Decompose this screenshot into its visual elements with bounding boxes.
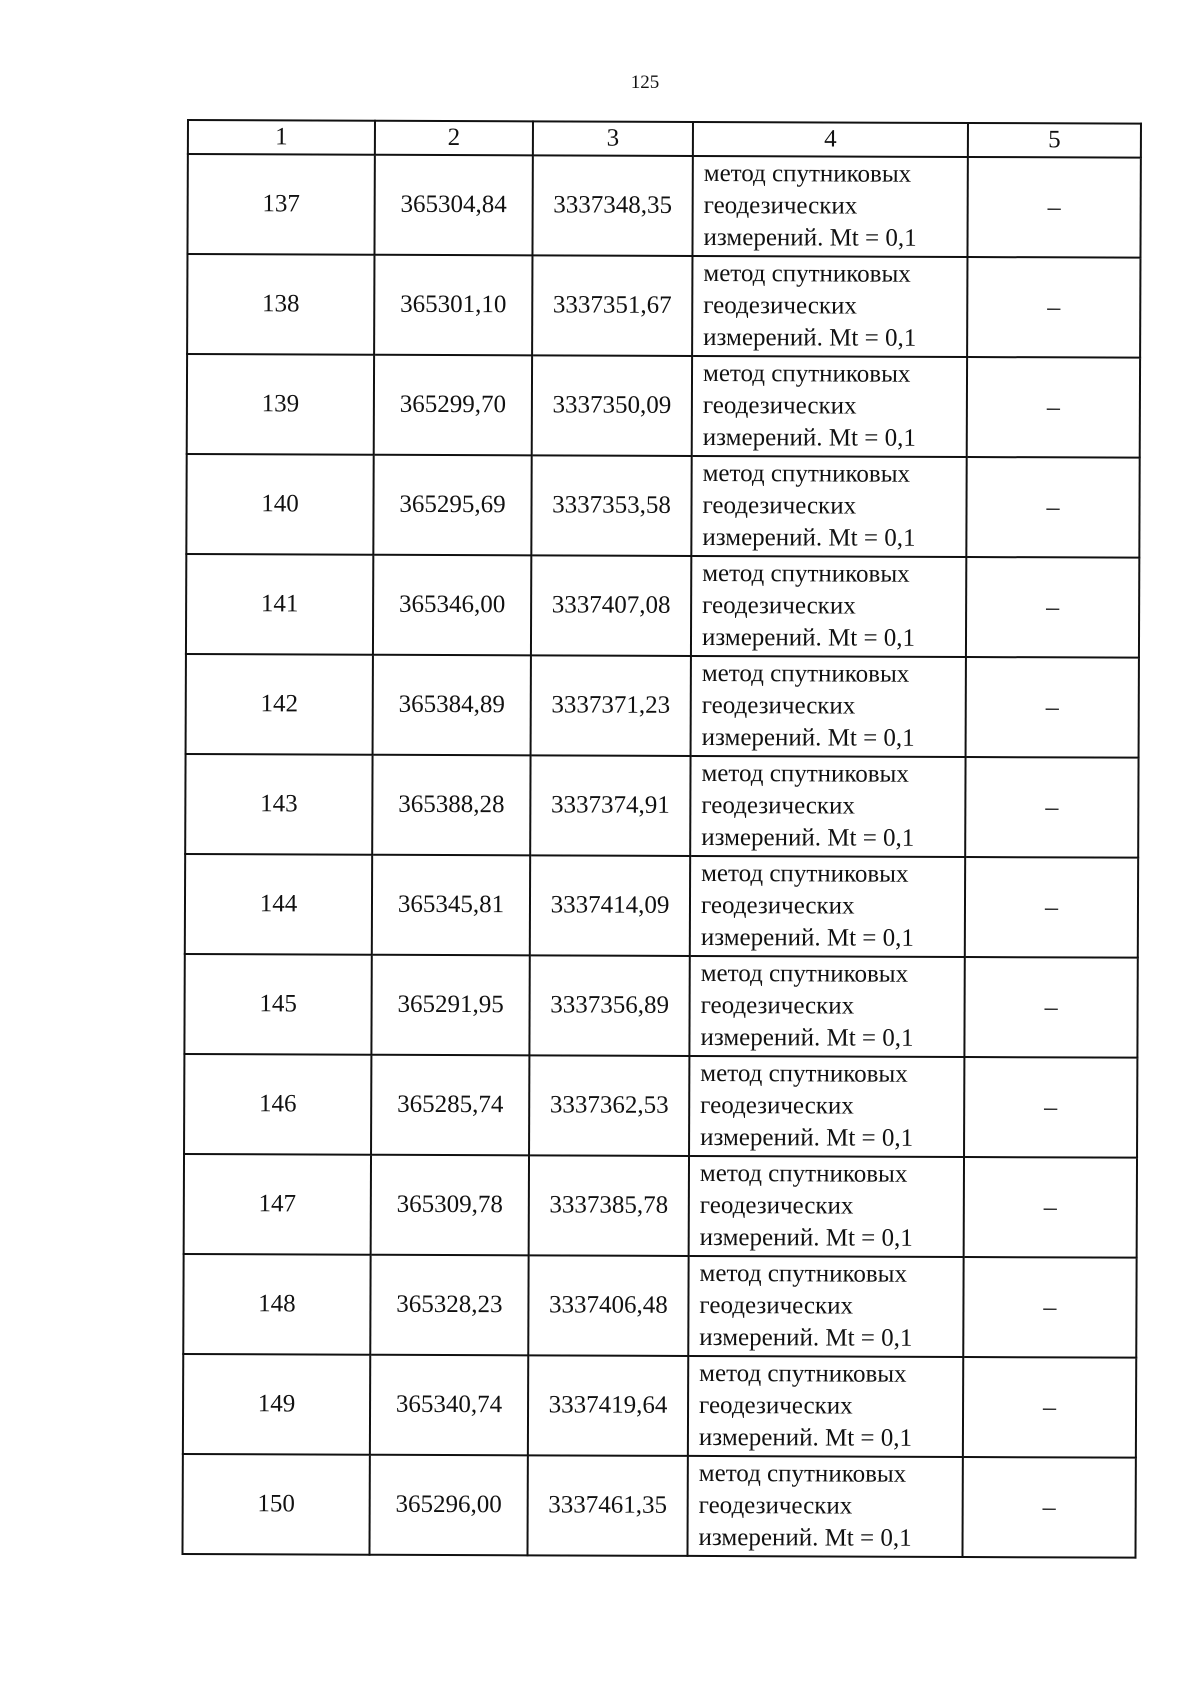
method-text-line: измерений. Mt = 0,1 xyxy=(700,1023,914,1052)
method-text-line: измерений. Mt = 0,1 xyxy=(702,523,916,552)
y-coordinate-cell: 3337350,09 xyxy=(532,355,692,456)
note-cell: – xyxy=(964,957,1137,1058)
y-coordinate-cell: 3337414,09 xyxy=(530,855,690,956)
method-text-line: геодезических xyxy=(701,791,856,820)
y-coordinate-cell: 3337374,91 xyxy=(530,755,690,856)
page-number: 125 xyxy=(630,72,660,93)
x-coordinate-cell: 365301,10 xyxy=(374,255,532,356)
table-body xyxy=(182,154,1140,1558)
point-number-cell: 144 xyxy=(185,854,372,955)
method-text-line: измерений. Mt = 0,1 xyxy=(701,623,916,652)
method-text-line: метод спутниковых xyxy=(699,1159,908,1188)
method-text-line: метод спутниковых xyxy=(702,459,911,488)
point-number-cell: 146 xyxy=(184,1054,371,1155)
x-coordinate-cell: 365384,89 xyxy=(373,655,531,756)
method-text-line: метод спутниковых xyxy=(700,1059,908,1088)
method-text-line: измерений. Mt = 0,1 xyxy=(700,1123,914,1152)
method-text-line: геодезических xyxy=(699,1391,853,1420)
method-text-line: метод спутниковых xyxy=(701,759,909,788)
point-number-cell: 145 xyxy=(184,954,371,1055)
point-number-cell: 143 xyxy=(185,754,372,855)
x-coordinate-cell: 365388,28 xyxy=(372,755,530,856)
method-text-line: измерений. Mt = 0,1 xyxy=(698,1423,913,1452)
method-text-line: геодезических xyxy=(701,691,856,720)
method-text-line: геодезических xyxy=(703,191,858,220)
point-number-cell: 147 xyxy=(184,1154,371,1255)
table-row xyxy=(184,1054,1137,1158)
table-row xyxy=(186,654,1139,758)
method-text-line: метод спутниковых xyxy=(699,1259,908,1288)
method-cell xyxy=(692,356,967,457)
table-row xyxy=(184,1154,1137,1258)
method-text-line: геодезических xyxy=(699,1291,854,1320)
column-header-1: 1 xyxy=(188,120,375,155)
method-text-line: метод спутниковых xyxy=(702,359,911,388)
table-row xyxy=(186,454,1139,558)
method-text-line: измерений. Mt = 0,1 xyxy=(702,423,916,452)
method-cell xyxy=(691,656,966,757)
table-row xyxy=(183,1254,1136,1358)
point-number-cell: 138 xyxy=(187,254,374,355)
point-number-cell: 137 xyxy=(187,154,374,255)
column-header-2: 2 xyxy=(375,121,533,156)
method-text-line: метод спутниковых xyxy=(701,659,910,688)
note-cell: – xyxy=(967,357,1140,458)
method-text-line: геодезических xyxy=(700,991,855,1020)
table-row xyxy=(187,154,1140,258)
note-cell: – xyxy=(962,1457,1135,1558)
x-coordinate-cell: 365346,00 xyxy=(373,555,531,656)
table-row xyxy=(185,854,1138,958)
table-row xyxy=(186,554,1139,658)
method-cell xyxy=(691,556,966,657)
point-number-cell: 141 xyxy=(186,554,373,655)
table-row xyxy=(187,354,1140,458)
x-coordinate-cell: 365296,00 xyxy=(369,1455,527,1556)
y-coordinate-cell: 3337406,48 xyxy=(528,1255,688,1356)
method-text-line: измерений. Mt = 0,1 xyxy=(701,823,915,852)
method-cell xyxy=(691,456,966,557)
point-number-cell: 139 xyxy=(187,354,374,455)
method-text-line: измерений. Mt = 0,1 xyxy=(698,1523,912,1552)
note-cell: – xyxy=(967,257,1140,358)
method-text-line: метод спутниковых xyxy=(703,259,911,288)
point-number-cell: 142 xyxy=(186,654,373,755)
note-cell: – xyxy=(965,757,1138,858)
x-coordinate-cell: 365309,78 xyxy=(371,1155,529,1256)
column-header-4: 4 xyxy=(693,122,968,157)
x-coordinate-cell: 365291,95 xyxy=(371,955,529,1056)
note-cell: – xyxy=(965,857,1138,958)
method-cell xyxy=(687,1456,962,1557)
method-cell xyxy=(692,156,967,257)
point-number-cell: 149 xyxy=(183,1354,370,1455)
method-text-line: геодезических xyxy=(700,1091,854,1120)
x-coordinate-cell: 365345,81 xyxy=(372,855,530,956)
table-row xyxy=(183,1354,1136,1458)
method-text-line: метод спутниковых xyxy=(702,559,910,588)
method-cell xyxy=(689,956,964,1057)
table-row xyxy=(185,754,1138,858)
x-coordinate-cell: 365285,74 xyxy=(371,1055,529,1156)
method-cell xyxy=(688,1256,963,1357)
y-coordinate-cell: 3337407,08 xyxy=(531,555,691,656)
table-header-row xyxy=(188,120,1141,158)
note-cell: – xyxy=(966,457,1139,558)
method-cell xyxy=(690,756,965,857)
coordinates-table xyxy=(181,119,1142,1559)
method-text-line: метод спутниковых xyxy=(698,1459,907,1488)
y-coordinate-cell: 3337348,35 xyxy=(532,155,692,256)
x-coordinate-cell: 365328,23 xyxy=(370,1255,528,1356)
x-coordinate-cell: 365299,70 xyxy=(374,355,532,456)
note-cell: – xyxy=(967,157,1140,258)
method-text-line: геодезических xyxy=(702,391,857,420)
note-cell: – xyxy=(966,557,1139,658)
method-text-line: измерений. Mt = 0,1 xyxy=(703,223,917,252)
y-coordinate-cell: 3337351,67 xyxy=(532,255,692,356)
method-cell xyxy=(688,1356,963,1457)
method-cell xyxy=(692,256,967,357)
point-number-cell: 150 xyxy=(182,1454,369,1555)
method-text-line: метод спутниковых xyxy=(700,959,909,988)
y-coordinate-cell: 3337356,89 xyxy=(529,955,689,1056)
note-cell: – xyxy=(964,1157,1137,1258)
table-row xyxy=(182,1454,1135,1558)
method-cell xyxy=(690,856,965,957)
method-text-line: геодезических xyxy=(700,891,855,920)
method-text-line: измерений. Mt = 0,1 xyxy=(701,723,915,752)
point-number-cell: 148 xyxy=(183,1254,370,1355)
column-header-3: 3 xyxy=(533,121,693,156)
method-text-line: геодезических xyxy=(703,291,857,320)
y-coordinate-cell: 3337461,35 xyxy=(527,1455,687,1556)
method-text-line: метод спутниковых xyxy=(701,859,909,888)
y-coordinate-cell: 3337353,58 xyxy=(531,455,691,556)
method-text-line: геодезических xyxy=(698,1491,853,1520)
method-cell xyxy=(689,1056,964,1157)
method-text-line: геодезических xyxy=(702,591,856,620)
method-text-line: геодезических xyxy=(702,491,857,520)
table-row xyxy=(184,954,1137,1058)
note-cell: – xyxy=(963,1257,1136,1358)
y-coordinate-cell: 3337419,64 xyxy=(528,1355,688,1456)
table-row xyxy=(187,254,1140,358)
column-header-5: 5 xyxy=(968,123,1141,158)
coordinates-table-container xyxy=(181,119,1140,1559)
note-cell: – xyxy=(964,1057,1137,1158)
note-cell: – xyxy=(963,1357,1136,1458)
y-coordinate-cell: 3337371,23 xyxy=(531,655,691,756)
method-text-line: измерений. Mt = 0,1 xyxy=(699,1223,913,1252)
x-coordinate-cell: 365295,69 xyxy=(373,455,531,556)
note-cell: – xyxy=(966,657,1139,758)
point-number-cell: 140 xyxy=(186,454,373,555)
method-text-line: метод спутниковых xyxy=(703,159,912,188)
y-coordinate-cell: 3337362,53 xyxy=(529,1055,689,1156)
method-cell xyxy=(689,1156,964,1257)
method-text-line: метод спутниковых xyxy=(699,1359,907,1388)
method-text-line: измерений. Mt = 0,1 xyxy=(699,1323,913,1352)
method-text-line: геодезических xyxy=(699,1191,854,1220)
x-coordinate-cell: 365304,84 xyxy=(374,155,532,256)
x-coordinate-cell: 365340,74 xyxy=(370,1355,528,1456)
method-text-line: измерений. Mt = 0,1 xyxy=(703,323,917,352)
y-coordinate-cell: 3337385,78 xyxy=(529,1155,689,1256)
method-text-line: измерений. Mt = 0,1 xyxy=(700,923,914,952)
